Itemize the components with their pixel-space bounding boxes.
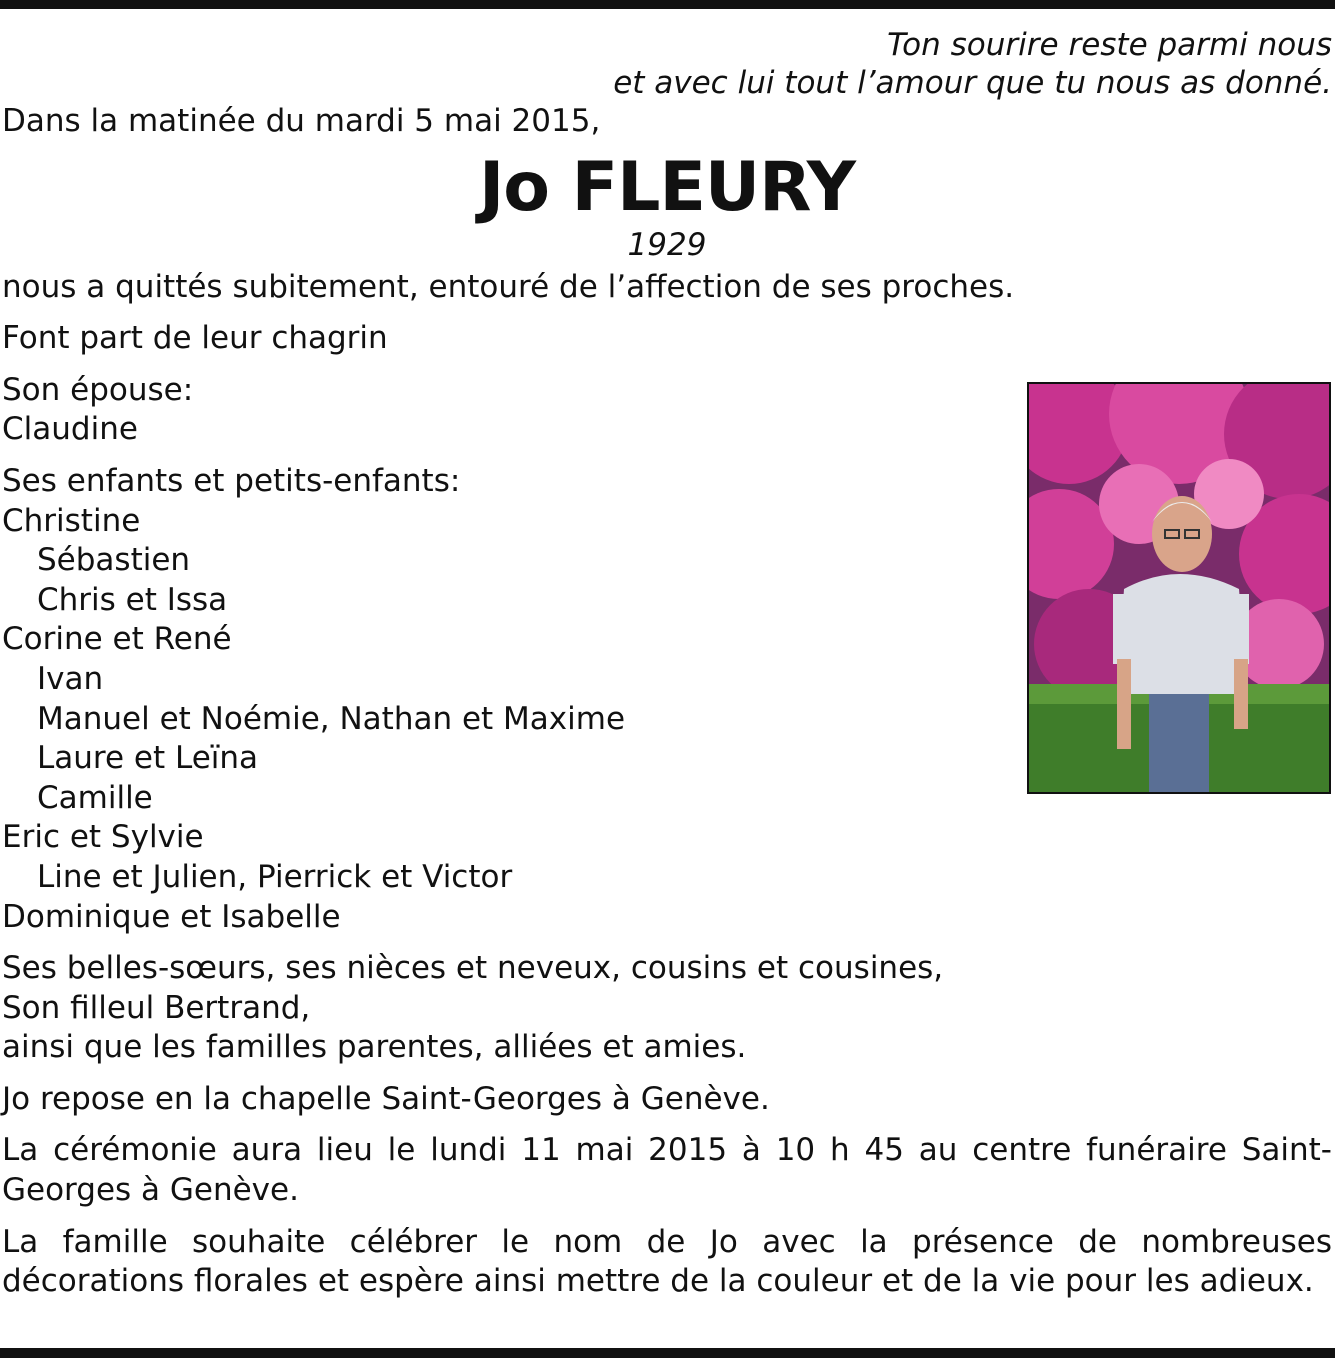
family-line: Laure et Leïna xyxy=(37,740,259,777)
birth-year: 1929 xyxy=(627,226,707,263)
ceremony-paragraph: La cérémonie aura lieu le lundi 11 mai 2015 à 10 h 45 au centre funéraire Saint-Georges à Genève. xyxy=(2,1132,1332,1209)
wishes-paragraph: La famille souhaite célébrer le nom de Jo avec la présence de nombreuses décorations florales et espère ainsi mettre de la couleur et de la vie pour les adieux. xyxy=(2,1223,1332,1300)
passing-line: nous a quittés subitement, entouré de l’affection de ses proches. xyxy=(2,268,1015,305)
relatives-line: Ses belles-sœurs, ses nièces et neveux, cousins et cousines, xyxy=(2,950,944,987)
portrait-photo xyxy=(1027,382,1331,794)
family-line: Dominique et Isabelle xyxy=(2,898,341,935)
family-line: Ivan xyxy=(37,660,104,697)
relatives-line: Son filleul Bertrand, xyxy=(2,989,311,1026)
top-rule xyxy=(0,0,1335,9)
family-line: Camille xyxy=(37,779,153,816)
family-line: Manuel et Noémie, Nathan et Maxime xyxy=(37,700,626,737)
repose-line: Jo repose en la chapelle Saint-Georges à Genève. xyxy=(2,1080,770,1117)
family-line: Chris et Issa xyxy=(37,581,228,618)
deceased-name: Jo FLEURY xyxy=(478,147,856,227)
portrait-illustration xyxy=(1029,384,1329,792)
verse xyxy=(2,26,1332,102)
relatives-line: ainsi que les familles parentes, alliées et amies. xyxy=(2,1029,747,1066)
family-line: Line et Julien, Pierrick et Victor xyxy=(37,858,513,895)
family-line: Eric et Sylvie xyxy=(2,819,204,856)
spouse-heading: Son épouse: xyxy=(2,371,194,408)
family-line: Christine xyxy=(2,502,141,539)
spouse-name: Claudine xyxy=(2,411,138,448)
family-line: Corine et René xyxy=(2,621,232,658)
verse-line-1: Ton sourire reste parmi nous xyxy=(887,27,1332,63)
announcement-line: Font part de leur chagrin xyxy=(2,320,388,357)
intro-line: Dans la matinée du mardi 5 mai 2015, xyxy=(2,103,601,139)
children-heading: Ses enfants et petits-enfants: xyxy=(2,462,461,499)
family-line: Sébastien xyxy=(37,542,191,579)
bottom-rule xyxy=(0,1348,1335,1358)
relatives-block xyxy=(2,949,1332,1068)
verse-line-2: et avec lui tout l’amour que tu nous as donné. xyxy=(613,65,1332,101)
